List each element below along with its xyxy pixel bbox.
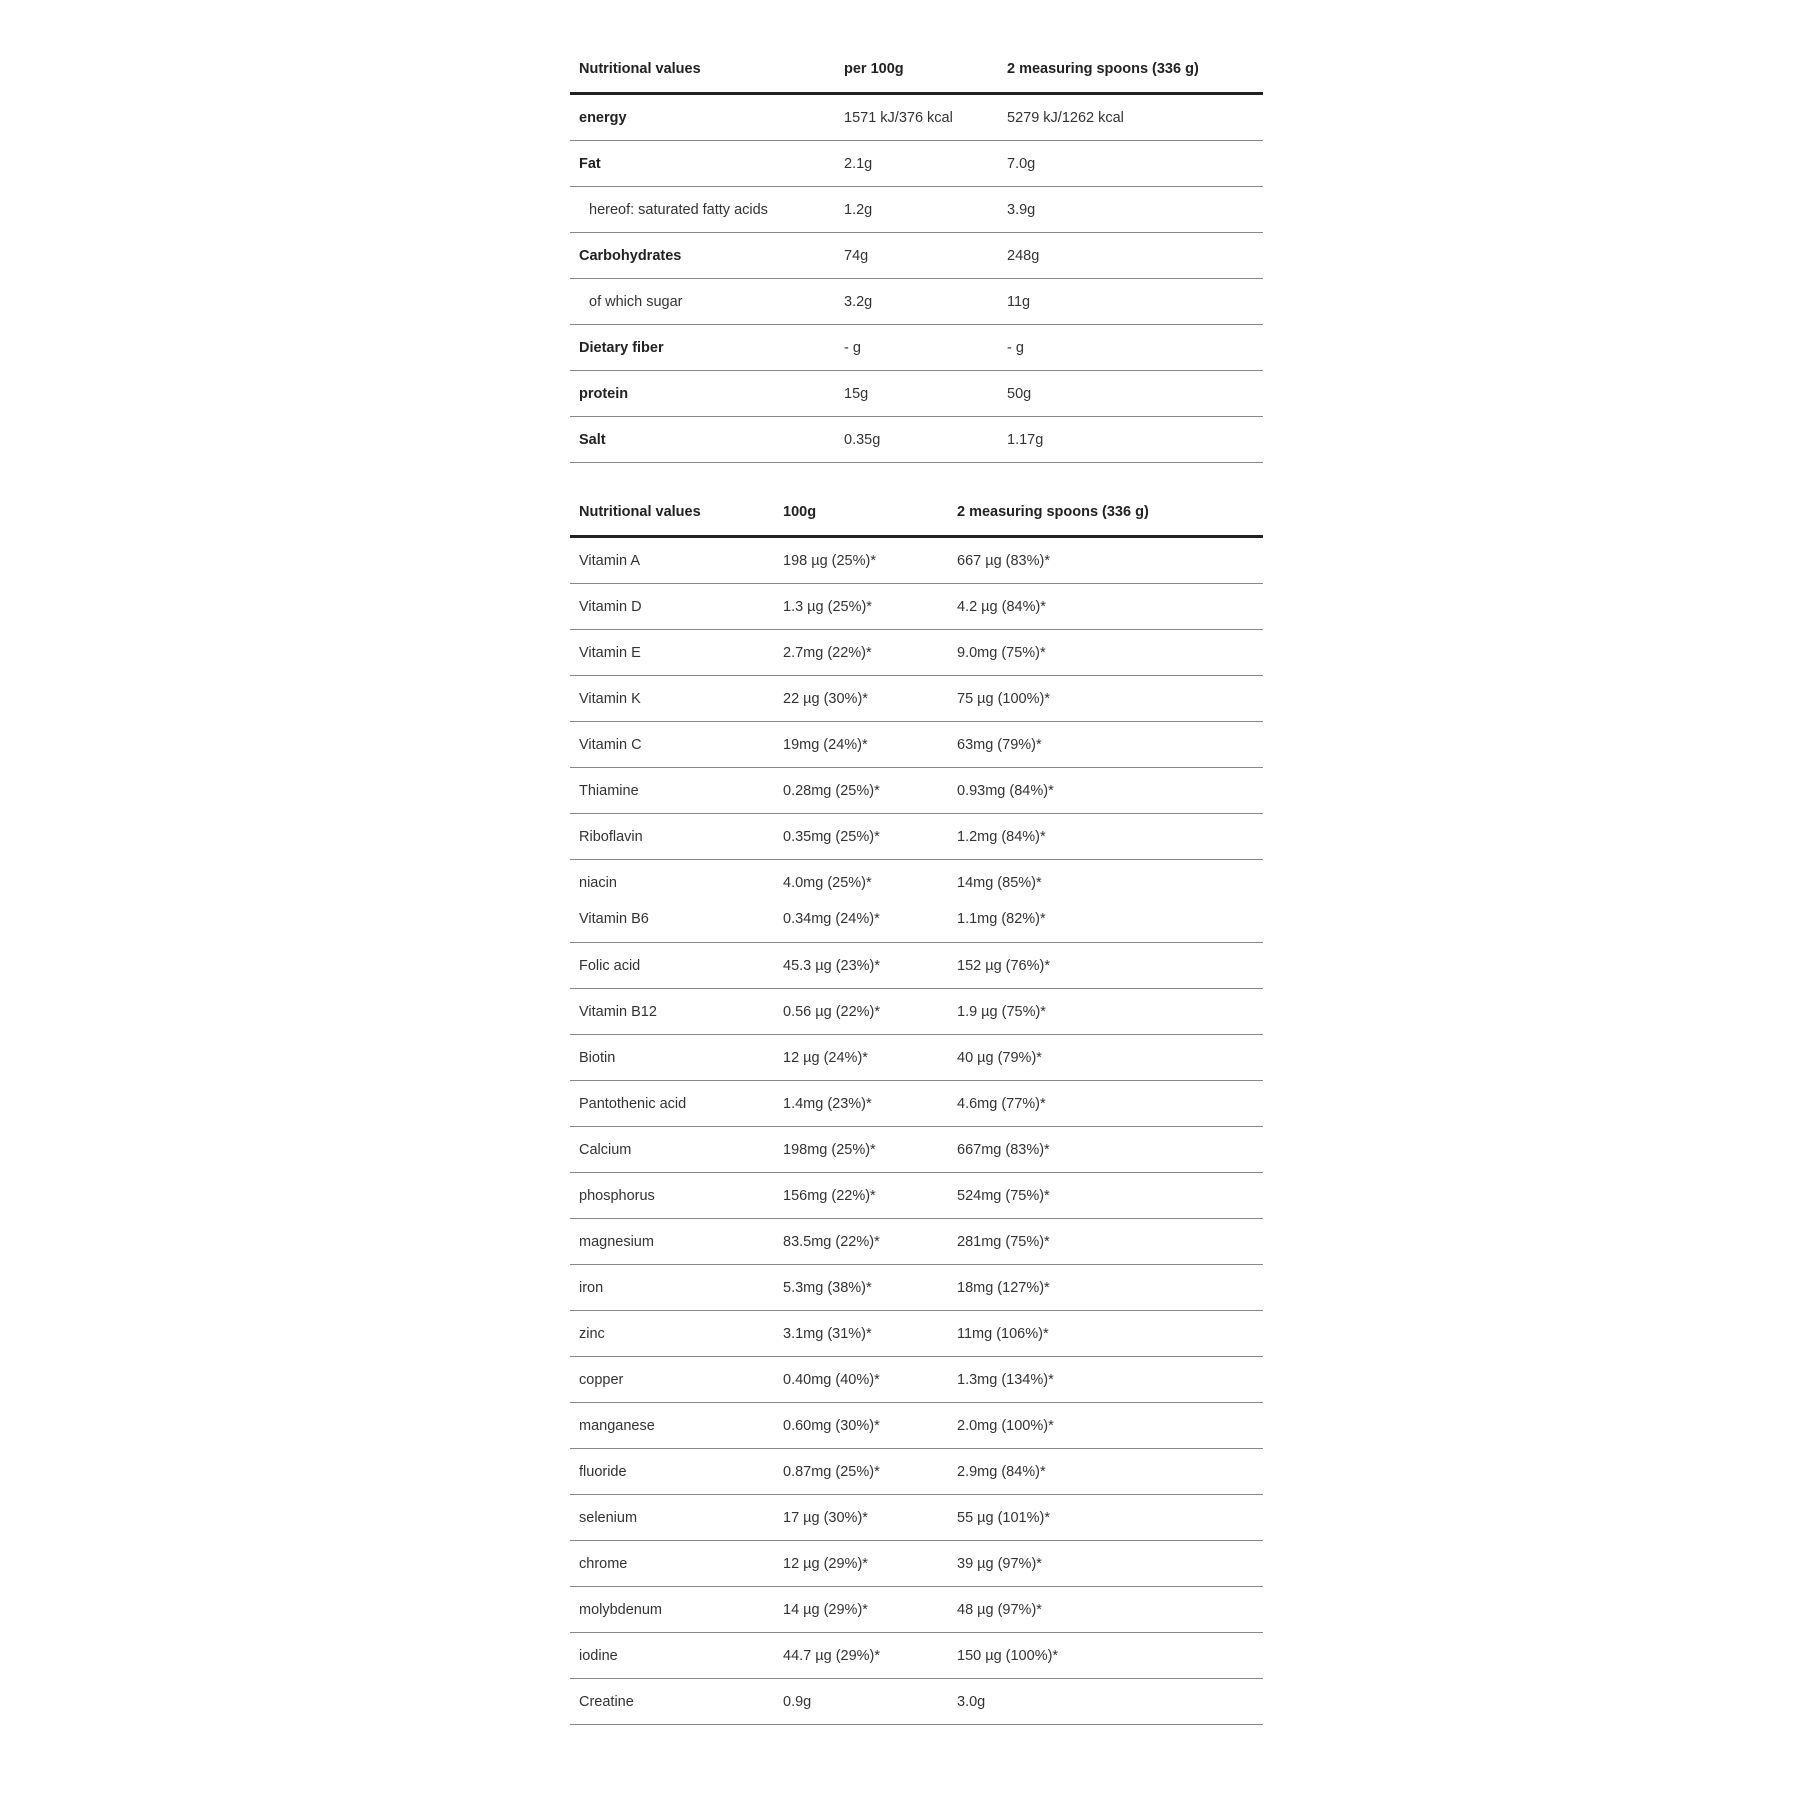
value-per-100g: 198 µg (25%)* — [774, 537, 948, 584]
value-per-100g: 3.1mg (31%)* — [774, 1311, 948, 1357]
nutrient-label: Vitamin D — [570, 584, 774, 630]
value-per-100g: 12 µg (24%)* — [774, 1035, 948, 1081]
nutrient-label: Dietary fiber — [570, 325, 835, 371]
nutrient-label: fluoride — [570, 1449, 774, 1495]
nutrient-label: Vitamin K — [570, 676, 774, 722]
nutrient-label: Vitamin C — [570, 722, 774, 768]
value-per-100g: 198mg (25%)* — [774, 1127, 948, 1173]
value-per-100g: 74g — [835, 233, 998, 279]
value-per-serving: 667 µg (83%)* — [948, 537, 1263, 584]
table-row — [570, 1311, 1263, 1357]
value-per-100g: 14 µg (29%)* — [774, 1587, 948, 1633]
table-header-row — [570, 489, 1263, 537]
value-per-100g: 1.4mg (23%)* — [774, 1081, 948, 1127]
micronutrient-table — [570, 489, 1263, 1725]
table-header-row — [570, 46, 1263, 94]
value-per-100g: 22 µg (30%)* — [774, 676, 948, 722]
table-row — [570, 989, 1263, 1035]
value-per-serving: 1.3mg (134%)* — [948, 1357, 1263, 1403]
nutrient-label: selenium — [570, 1495, 774, 1541]
table-row — [570, 1127, 1263, 1173]
table-row — [570, 537, 1263, 584]
nutrient-label: Vitamin B6 — [579, 911, 649, 927]
value-per-serving: 75 µg (100%)* — [948, 676, 1263, 722]
value-per-serving: 150 µg (100%)* — [948, 1633, 1263, 1679]
table-row — [570, 1357, 1263, 1403]
value-per-serving: 55 µg (101%)* — [948, 1495, 1263, 1541]
table-row — [570, 1265, 1263, 1311]
value-per-100g: 0.28mg (25%)* — [774, 768, 948, 814]
value-per-serving: 14mg (85%)* — [957, 875, 1042, 891]
nutrient-label: Vitamin B12 — [570, 989, 774, 1035]
value-per-serving: 7.0g — [998, 141, 1263, 187]
value-per-100g: 0.60mg (30%)* — [774, 1403, 948, 1449]
nutrient-label: Carbohydrates — [570, 233, 835, 279]
nutrient-label: zinc — [570, 1311, 774, 1357]
table-row — [570, 371, 1263, 417]
nutrient-label-cell — [570, 860, 774, 943]
nutrient-label: Biotin — [570, 1035, 774, 1081]
value-per-100g: 17 µg (30%)* — [774, 1495, 948, 1541]
value-per-serving: 2.0mg (100%)* — [948, 1403, 1263, 1449]
value-per-100g: 19mg (24%)* — [774, 722, 948, 768]
column-header-serving: 2 measuring spoons (336 g) — [998, 46, 1263, 94]
value-per-100g: 0.87mg (25%)* — [774, 1449, 948, 1495]
value-per-serving: 4.2 µg (84%)* — [948, 584, 1263, 630]
value-per-serving: 2.9mg (84%)* — [948, 1449, 1263, 1495]
value-per-serving: - g — [998, 325, 1263, 371]
value-per-serving: 5279 kJ/1262 kcal — [998, 94, 1263, 141]
value-per-serving: 18mg (127%)* — [948, 1265, 1263, 1311]
nutrient-label: Salt — [570, 417, 835, 463]
value-per-serving: 63mg (79%)* — [948, 722, 1263, 768]
table-row — [570, 1633, 1263, 1679]
value-per-100g: 0.35g — [835, 417, 998, 463]
table-row — [570, 722, 1263, 768]
value-per-serving: 1.9 µg (75%)* — [948, 989, 1263, 1035]
nutrient-label: Creatine — [570, 1679, 774, 1725]
value-per-100g: 1.3 µg (25%)* — [774, 584, 948, 630]
table-row — [570, 1449, 1263, 1495]
nutrient-label: Riboflavin — [570, 814, 774, 860]
nutrient-label: phosphorus — [570, 1173, 774, 1219]
table-row — [570, 943, 1263, 989]
value-per-serving: 11mg (106%)* — [948, 1311, 1263, 1357]
column-header-nutrient: Nutritional values — [570, 489, 774, 537]
value-per-serving: 1.17g — [998, 417, 1263, 463]
table-row — [570, 768, 1263, 814]
value-per-serving: 50g — [998, 371, 1263, 417]
table-row — [570, 1403, 1263, 1449]
table-row — [570, 1679, 1263, 1725]
value-per-100g-cell — [774, 860, 948, 943]
nutrient-label: Vitamin E — [570, 630, 774, 676]
table-row — [570, 279, 1263, 325]
nutrient-label: Vitamin A — [570, 537, 774, 584]
nutrient-label: Pantothenic acid — [570, 1081, 774, 1127]
value-per-100g: 1.2g — [835, 187, 998, 233]
table-row — [570, 1035, 1263, 1081]
value-per-100g: 83.5mg (22%)* — [774, 1219, 948, 1265]
table-row — [570, 1541, 1263, 1587]
nutrient-label: niacin — [579, 875, 617, 891]
value-per-serving: 4.6mg (77%)* — [948, 1081, 1263, 1127]
table-row — [570, 1173, 1263, 1219]
nutrient-label: Thiamine — [570, 768, 774, 814]
value-per-100g: 2.7mg (22%)* — [774, 630, 948, 676]
value-per-100g: 1571 kJ/376 kcal — [835, 94, 998, 141]
nutrient-label: iodine — [570, 1633, 774, 1679]
nutrient-label: chrome — [570, 1541, 774, 1587]
value-per-100g: 12 µg (29%)* — [774, 1541, 948, 1587]
table-row — [570, 417, 1263, 463]
nutrition-panel — [570, 46, 1263, 1725]
nutrient-label: Calcium — [570, 1127, 774, 1173]
table-row — [570, 1081, 1263, 1127]
table-row — [570, 325, 1263, 371]
value-per-serving: 3.0g — [948, 1679, 1263, 1725]
nutrient-label: manganese — [570, 1403, 774, 1449]
value-per-serving: 1.2mg (84%)* — [948, 814, 1263, 860]
table-row — [570, 676, 1263, 722]
table-row — [570, 187, 1263, 233]
table-row — [570, 94, 1263, 141]
macronutrient-table — [570, 46, 1263, 463]
value-per-serving: 3.9g — [998, 187, 1263, 233]
table-row — [570, 1219, 1263, 1265]
nutrient-label: hereof: saturated fatty acids — [570, 187, 835, 233]
value-per-serving-cell — [948, 860, 1263, 943]
value-per-serving: 48 µg (97%)* — [948, 1587, 1263, 1633]
value-per-serving: 152 µg (76%)* — [948, 943, 1263, 989]
nutrient-label: magnesium — [570, 1219, 774, 1265]
value-per-100g: 4.0mg (25%)* — [783, 875, 872, 891]
column-header-per-100g: per 100g — [835, 46, 998, 94]
table-row — [570, 1587, 1263, 1633]
value-per-serving: 667mg (83%)* — [948, 1127, 1263, 1173]
column-header-per-100g: 100g — [774, 489, 948, 537]
value-per-100g: 44.7 µg (29%)* — [774, 1633, 948, 1679]
value-per-100g: 0.35mg (25%)* — [774, 814, 948, 860]
table-row — [570, 860, 1263, 943]
nutrient-label: molybdenum — [570, 1587, 774, 1633]
column-header-serving: 2 measuring spoons (336 g) — [948, 489, 1263, 537]
value-per-100g: 5.3mg (38%)* — [774, 1265, 948, 1311]
table-row — [570, 630, 1263, 676]
table-row — [570, 1495, 1263, 1541]
value-per-serving: 281mg (75%)* — [948, 1219, 1263, 1265]
table-row — [570, 584, 1263, 630]
value-per-serving: 39 µg (97%)* — [948, 1541, 1263, 1587]
value-per-serving: 9.0mg (75%)* — [948, 630, 1263, 676]
value-per-100g: 15g — [835, 371, 998, 417]
value-per-serving: 0.93mg (84%)* — [948, 768, 1263, 814]
value-per-100g: 0.34mg (24%)* — [783, 911, 880, 927]
value-per-serving: 524mg (75%)* — [948, 1173, 1263, 1219]
value-per-100g: 0.56 µg (22%)* — [774, 989, 948, 1035]
nutrient-label: iron — [570, 1265, 774, 1311]
value-per-100g: 0.9g — [774, 1679, 948, 1725]
value-per-100g: 2.1g — [835, 141, 998, 187]
value-per-serving: 1.1mg (82%)* — [957, 911, 1046, 927]
value-per-100g: 45.3 µg (23%)* — [774, 943, 948, 989]
nutrient-label: of which sugar — [570, 279, 835, 325]
value-per-serving: 40 µg (79%)* — [948, 1035, 1263, 1081]
value-per-serving: 11g — [998, 279, 1263, 325]
nutrient-label: protein — [570, 371, 835, 417]
table-row — [570, 141, 1263, 187]
column-header-nutrient: Nutritional values — [570, 46, 835, 94]
nutrient-label: Folic acid — [570, 943, 774, 989]
value-per-serving: 248g — [998, 233, 1263, 279]
value-per-100g: - g — [835, 325, 998, 371]
value-per-100g: 156mg (22%)* — [774, 1173, 948, 1219]
value-per-100g: 0.40mg (40%)* — [774, 1357, 948, 1403]
table-row — [570, 814, 1263, 860]
nutrient-label: copper — [570, 1357, 774, 1403]
table-row — [570, 233, 1263, 279]
nutrient-label: energy — [570, 94, 835, 141]
nutrient-label: Fat — [570, 141, 835, 187]
value-per-100g: 3.2g — [835, 279, 998, 325]
